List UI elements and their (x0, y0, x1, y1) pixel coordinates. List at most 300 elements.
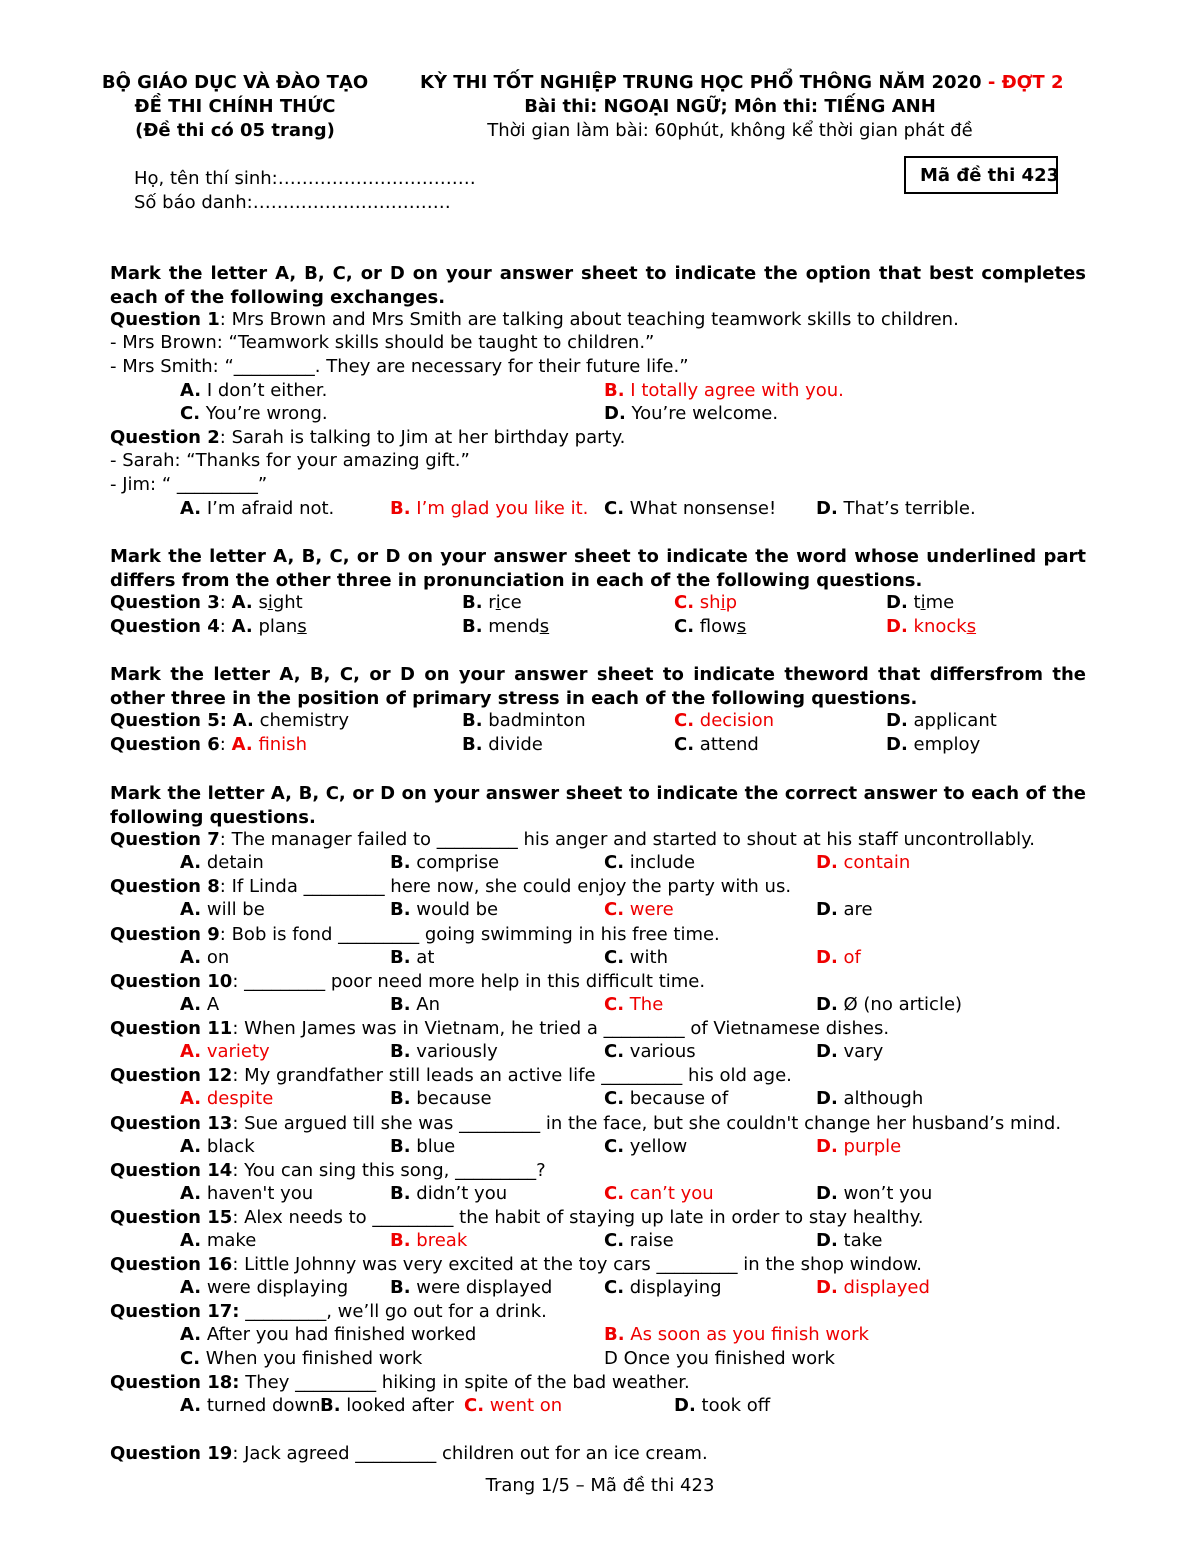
option-c-correct[interactable] (674, 712, 774, 730)
option-b[interactable] (462, 712, 586, 730)
options-row (110, 1043, 1100, 1067)
option-text: employ (913, 734, 981, 755)
underlined-part: s (736, 616, 747, 637)
options-row (110, 1090, 1100, 1114)
question-text: : Little Johnny was very excited at the toy cars _________ in the shop window. (232, 1254, 922, 1275)
question-2 (110, 429, 625, 447)
options-row (110, 1185, 1100, 1209)
option-text: took off (701, 1395, 771, 1416)
option-letter: A. (180, 380, 202, 401)
option-letter: C. (604, 498, 625, 519)
option-b-correct[interactable] (604, 1326, 869, 1344)
option-text: can’t you (629, 1183, 714, 1204)
option-letter: A. (180, 947, 202, 968)
option-text: An (416, 994, 441, 1015)
option-text: because (416, 1088, 492, 1109)
options-row (110, 500, 1100, 524)
option-d[interactable] (886, 712, 997, 730)
question-12 (110, 1067, 792, 1085)
option-text: will be (206, 899, 265, 920)
question-text: : When James was in Vietnam, he tried a _________ of Vietnamese dishes. (232, 1018, 890, 1039)
page-footer: Trang 1/5 – Mã đề thi 423 (485, 1475, 715, 1496)
option-letter: B. (390, 1277, 411, 1298)
option-c[interactable] (604, 1043, 696, 1061)
option-text: yellow (629, 1136, 688, 1157)
option-letter: C. (180, 1348, 201, 1369)
option-a[interactable] (180, 1185, 313, 1203)
option-b[interactable] (390, 901, 498, 919)
option-letter: B. (390, 1136, 411, 1157)
option-text: include (629, 852, 696, 873)
question-label: Question 12 (110, 1065, 233, 1086)
question-label: Question 6 (110, 734, 220, 755)
option-text: decision (699, 710, 774, 731)
option-letter: C. (604, 1041, 625, 1062)
option-a[interactable] (180, 1326, 476, 1344)
option-a[interactable] (180, 1397, 321, 1415)
word-part: mend (488, 616, 540, 637)
option-text: vary (843, 1041, 884, 1062)
option-text: You’re wrong. (205, 403, 328, 424)
question-text: : _________ poor need more help in this difficult time. (232, 971, 706, 992)
option-b-correct[interactable] (604, 382, 844, 400)
option-b[interactable] (462, 594, 522, 612)
option-c[interactable] (674, 736, 759, 754)
option-text: I don’t either. (206, 380, 328, 401)
option-c[interactable] (604, 1138, 687, 1156)
option-letter: C. (180, 403, 201, 424)
ministry-name: BỘ GIÁO DỤC VÀ ĐÀO TẠO (101, 72, 369, 93)
option-letter: A. (180, 1324, 202, 1345)
option-text: didn’t you (416, 1183, 508, 1204)
option-d[interactable] (816, 1043, 883, 1061)
question-text: : You can sing this song, _________? (232, 1160, 546, 1181)
option-letter: A. (232, 710, 254, 731)
option-b-correct[interactable] (390, 1232, 467, 1250)
option-b[interactable] (390, 949, 434, 967)
section-instruction-stress: Mark the letter A, B, C, or D on your answer sheet to indicate theword that differsfrom the other three in the position of primary stress in each of the following questions. (110, 664, 1086, 709)
underlined-part: i (720, 592, 726, 613)
option-b[interactable] (390, 996, 440, 1014)
option-text: detain (206, 852, 264, 873)
option-a[interactable] (180, 1138, 255, 1156)
exam-code: Mã đề thi 423 (920, 165, 1060, 186)
option-text: on (206, 947, 230, 968)
option-a[interactable] (180, 854, 264, 872)
option-d-correct[interactable] (816, 854, 910, 872)
option-a[interactable] (180, 996, 219, 1014)
option-letter: D. (816, 852, 838, 873)
option-b[interactable] (390, 1185, 507, 1203)
dialogue-line: - Mrs Smith: “_________. They are necessary for their future life.” (110, 356, 689, 377)
option-letter: A. (180, 1277, 202, 1298)
official-exam-label: ĐỀ THI CHÍNH THỨC (134, 96, 336, 117)
option-letter: B. (462, 734, 483, 755)
candidate-name-field: Họ, tên thí sinh:…………………………… (134, 168, 476, 189)
option-text: contain (843, 852, 911, 873)
option-letter: A. (180, 498, 202, 519)
underlined-part: i (495, 592, 501, 613)
option-text: take (843, 1230, 883, 1251)
word-part: ght (272, 592, 303, 613)
option-letter: B. (390, 947, 411, 968)
question-label: Question 18: (110, 1372, 240, 1393)
question-text: They _________ hiking in spite of the bad weather. (239, 1372, 690, 1393)
option-b-correct[interactable] (390, 500, 588, 518)
option-letter: C. (604, 852, 625, 873)
option-letter: B. (390, 1230, 411, 1251)
options-row (110, 1397, 1100, 1421)
question-5 (110, 712, 1100, 736)
option-letter: A. (180, 1088, 202, 1109)
options-row (110, 1232, 1100, 1256)
option-letter: D. (816, 498, 838, 519)
option-text: raise (629, 1230, 674, 1251)
option-a[interactable] (180, 1279, 348, 1297)
option-text: As soon as you finish work (630, 1324, 869, 1345)
option-a-correct[interactable]: Question 6: A. finish (110, 734, 307, 755)
option-a-correct[interactable] (180, 1090, 273, 1108)
option-c-correct[interactable] (604, 901, 674, 919)
option-b[interactable] (390, 854, 499, 872)
option-d[interactable] (816, 901, 873, 919)
option-letter: D. (604, 403, 626, 424)
options-row (110, 996, 1100, 1020)
options-row (110, 1350, 1100, 1374)
option-letter: D. (816, 1230, 838, 1251)
option-text: of (843, 947, 861, 968)
exam-title (420, 72, 1064, 93)
option-d-correct[interactable] (816, 1279, 930, 1297)
option-c[interactable] (604, 949, 668, 967)
question-16 (110, 1256, 922, 1274)
option-text: chemistry (259, 710, 349, 731)
option-text: attend (699, 734, 759, 755)
option-a[interactable] (180, 1232, 256, 1250)
option-text: break (416, 1230, 468, 1251)
option-letter: C. (604, 899, 625, 920)
section-instruction-pronunciation: Mark the letter A, B, C, or D on your answer sheet to indicate the word whose underlined part differs from the other three in pronunciation in each of the following questions. (110, 546, 1086, 591)
option-c-correct[interactable] (604, 996, 663, 1014)
option-text: After you had finished worked (206, 1324, 477, 1345)
subject-line: Bài thi: NGOẠI NGỮ; Môn thi: TIẾNG ANH (524, 96, 936, 117)
option-letter: C. (604, 1088, 625, 1109)
question-14 (110, 1162, 546, 1180)
exam-title-main: KỲ THI TỐT NGHIỆP TRUNG HỌC PHỔ THÔNG NĂM 2020 (420, 72, 982, 93)
question-label: Question 19 (110, 1443, 233, 1464)
option-letter: D. (886, 710, 908, 731)
options-row (110, 901, 1100, 925)
option-d[interactable] (886, 736, 980, 754)
option-text: are (843, 899, 873, 920)
option-letter: D. (816, 994, 838, 1015)
option-c-correct[interactable] (674, 594, 737, 612)
option-text: displayed (843, 1277, 930, 1298)
question-label: Question 7 (110, 829, 220, 850)
option-letter: A. (180, 1183, 202, 1204)
option-a[interactable] (110, 712, 349, 730)
options-row (110, 854, 1100, 878)
option-letter: C. (674, 710, 695, 731)
exam-code-box (904, 156, 1058, 194)
option-letter: B. (390, 1183, 411, 1204)
option-letter: A. (231, 734, 253, 755)
option-text: although (843, 1088, 924, 1109)
option-letter: B. (604, 1324, 625, 1345)
option-text: Ø (no article) (843, 994, 963, 1015)
question-text: : Sarah is talking to Jim at her birthday party. (219, 427, 626, 448)
option-text: with (629, 947, 668, 968)
word-part: sh (699, 592, 721, 613)
option-letter: C. (604, 1230, 625, 1251)
question-text: : Mrs Brown and Mrs Smith are talking about teaching teamwork skills to children. (219, 309, 959, 330)
option-d-correct[interactable] (816, 1138, 901, 1156)
option-text: because of (629, 1088, 729, 1109)
question-text: : My grandfather still leads an active life _________ his old age. (232, 1065, 792, 1086)
word-part: ce (500, 592, 522, 613)
question-11 (110, 1020, 889, 1038)
option-d-correct[interactable] (886, 618, 976, 636)
question-label: Question 1 (110, 309, 220, 330)
time-allowed: Thời gian làm bài: 60phút, không kể thời gian phát đề (487, 120, 973, 141)
option-letter: B. (604, 380, 625, 401)
candidate-id-field: Số báo danh:…………………………… (134, 192, 451, 213)
option-letter: B. (462, 710, 483, 731)
option-text: blue (416, 1136, 456, 1157)
question-9 (110, 926, 720, 944)
word-part: plan (258, 616, 298, 637)
option-text: The (629, 994, 664, 1015)
option-letter: D. (886, 616, 908, 637)
option-c[interactable] (604, 1232, 674, 1250)
options-row (110, 1326, 1100, 1350)
option-c[interactable] (604, 854, 695, 872)
word-part: flow (699, 616, 737, 637)
option-text: divide (488, 734, 543, 755)
option-d[interactable] (886, 594, 954, 612)
question-7 (110, 831, 1035, 849)
option-letter: C. (604, 947, 625, 968)
option-text: went on (489, 1395, 563, 1416)
option-text: haven't you (206, 1183, 314, 1204)
option-a[interactable]: Question 4: A. plans (110, 616, 307, 637)
question-4 (110, 618, 1100, 642)
question-text: _________, we’ll go out for a drink. (239, 1301, 547, 1322)
option-text: finish (258, 734, 307, 755)
option-text: were displaying (206, 1277, 349, 1298)
question-label: Question 15 (110, 1207, 233, 1228)
option-d[interactable] (816, 1232, 882, 1250)
question-text: : If Linda _________ here now, she could enjoy the party with us. (219, 876, 792, 897)
option-text: were (629, 899, 674, 920)
option-a[interactable] (180, 382, 327, 400)
option-letter: C. (604, 1136, 625, 1157)
question-label: Question 14 (110, 1160, 233, 1181)
question-label: Question 16 (110, 1254, 233, 1275)
option-text: What nonsense! (629, 498, 777, 519)
word-part: r (488, 592, 496, 613)
section-instruction-exchanges: Mark the letter A, B, C, or D on your answer sheet to indicate the option that best completes each of the following exchanges. (110, 263, 1086, 308)
option-a[interactable] (180, 500, 334, 518)
question-17 (110, 1303, 547, 1321)
option-b[interactable] (390, 1090, 492, 1108)
option-a[interactable] (180, 901, 265, 919)
option-c[interactable] (180, 1350, 422, 1368)
option-d[interactable] (816, 500, 976, 518)
question-1 (110, 311, 959, 329)
option-text: variety (206, 1041, 270, 1062)
option-d-correct[interactable] (816, 949, 861, 967)
question-text: : The manager failed to _________ his anger and started to shout at his staff uncontrollably. (219, 829, 1035, 850)
options-row (110, 1279, 1100, 1303)
options-row (110, 405, 1100, 429)
option-text: purple (843, 1136, 902, 1157)
question-label: Question 3 (110, 592, 220, 613)
question-label: Question 4 (110, 616, 220, 637)
question-label: Question 17: (110, 1301, 240, 1322)
exam-round: - ĐỢT 2 (981, 72, 1064, 93)
question-label: Question 10 (110, 971, 233, 992)
option-text: at (416, 947, 435, 968)
option-letter: D. (816, 1088, 838, 1109)
question-10 (110, 973, 705, 991)
option-letter: C. (464, 1395, 485, 1416)
question-8 (110, 878, 791, 896)
question-text: : Jack agreed _________ children out for an ice cream. (232, 1443, 708, 1464)
section-instruction-correct-answer: Mark the letter A, B, C, or D on your answer sheet to indicate the correct answer to each of the following questions. (110, 783, 1086, 828)
option-letter: B. (390, 498, 411, 519)
option-letter: D. (674, 1395, 696, 1416)
option-text: comprise (416, 852, 500, 873)
option-letter: C. (604, 994, 625, 1015)
option-letter: A. (231, 592, 253, 613)
question-3 (110, 594, 1100, 618)
option-b[interactable] (390, 1043, 498, 1061)
option-text: When you finished work (205, 1348, 423, 1369)
word-part: t (913, 592, 921, 613)
option-d[interactable] (816, 1185, 932, 1203)
option-letter: A. (180, 899, 202, 920)
underlined-part: s (297, 616, 307, 637)
option-text: I totally agree with you. (630, 380, 844, 401)
option-text: various (629, 1041, 696, 1062)
option-letter: C. (674, 734, 695, 755)
question-18 (110, 1374, 690, 1392)
question-19 (110, 1445, 708, 1463)
option-a[interactable]: Question 3: A. sight (110, 592, 303, 613)
option-letter: D. (816, 1041, 838, 1062)
option-text: looked after (346, 1395, 454, 1416)
option-text: I’m afraid not. (206, 498, 335, 519)
option-letter: D. (886, 734, 908, 755)
option-text: A (206, 994, 220, 1015)
option-letter: A. (180, 1395, 202, 1416)
question-15 (110, 1209, 924, 1227)
dialogue-line: - Jim: “ _________” (110, 474, 268, 495)
option-letter: D. (816, 1136, 838, 1157)
option-c[interactable] (674, 618, 746, 636)
option-text: would be (416, 899, 499, 920)
question-label: Question 5: (110, 710, 227, 731)
option-letter: A. (180, 994, 202, 1015)
option-c[interactable] (180, 405, 328, 423)
option-letter: B. (390, 899, 411, 920)
option-letter: A. (180, 1041, 202, 1062)
option-b[interactable] (462, 618, 549, 636)
option-c-correct[interactable] (604, 1185, 714, 1203)
word-part: me (925, 592, 955, 613)
option-letter: B. (390, 994, 411, 1015)
question-label: Question 2 (110, 427, 220, 448)
option-text: turned down (206, 1395, 321, 1416)
option-a[interactable] (180, 949, 229, 967)
word-part: p (725, 592, 738, 613)
option-d[interactable] (604, 405, 778, 423)
question-13 (110, 1115, 1061, 1133)
option-text: black (206, 1136, 255, 1157)
underlined-part: s (539, 616, 550, 637)
option-letter: C. (604, 1277, 625, 1298)
question-text: : Bob is fond _________ going swimming in his free time. (219, 924, 720, 945)
question-text: : Sue argued till she was _________ in the face, but she couldn't change her husband’s mind. (232, 1113, 1062, 1134)
option-c[interactable] (604, 1279, 722, 1297)
question-label: Question 11 (110, 1018, 233, 1039)
option-letter: C. (604, 1183, 625, 1204)
option-a-correct[interactable] (180, 1043, 270, 1061)
option-b[interactable] (462, 736, 543, 754)
option-d[interactable] (816, 1090, 923, 1108)
option-letter: D. (816, 899, 838, 920)
option-c[interactable] (604, 1090, 728, 1108)
option-letter: D. (816, 947, 838, 968)
question-text: : Alex needs to _________ the habit of staying up late in order to stay healthy. (232, 1207, 924, 1228)
option-text: won’t you (843, 1183, 933, 1204)
option-letter: C. (674, 592, 695, 613)
option-text: despite (206, 1088, 274, 1109)
option-letter: A. (231, 616, 253, 637)
option-d[interactable] (604, 1350, 835, 1368)
option-letter: A. (180, 1136, 202, 1157)
option-letter: B. (390, 1088, 411, 1109)
option-d[interactable] (674, 1397, 770, 1415)
option-c[interactable] (604, 500, 776, 518)
option-text: applicant (913, 710, 997, 731)
word-part: s (258, 592, 268, 613)
option-text: variously (416, 1041, 498, 1062)
option-letter: A. (180, 852, 202, 873)
option-b[interactable] (320, 1397, 454, 1415)
option-b[interactable] (390, 1279, 552, 1297)
option-d[interactable] (816, 996, 962, 1014)
question-label: Question 13 (110, 1113, 233, 1134)
option-letter: D. (816, 1183, 838, 1204)
option-text: D Once you finished work (604, 1348, 835, 1369)
underlined-part: i (267, 592, 273, 613)
dialogue-line: - Mrs Brown: “Teamwork skills should be taught to children.” (110, 332, 655, 353)
option-b[interactable] (390, 1138, 455, 1156)
option-letter: B. (462, 616, 483, 637)
option-letter: B. (462, 592, 483, 613)
word-part: knock (913, 616, 967, 637)
option-letter: A. (180, 1230, 202, 1251)
underlined-part: s (966, 616, 977, 637)
option-c-correct[interactable] (464, 1397, 562, 1415)
option-text: I’m glad you like it. (416, 498, 589, 519)
question-label: Question 9 (110, 924, 220, 945)
option-letter: B. (390, 852, 411, 873)
underlined-part: i (920, 592, 926, 613)
option-letter: B. (390, 1041, 411, 1062)
